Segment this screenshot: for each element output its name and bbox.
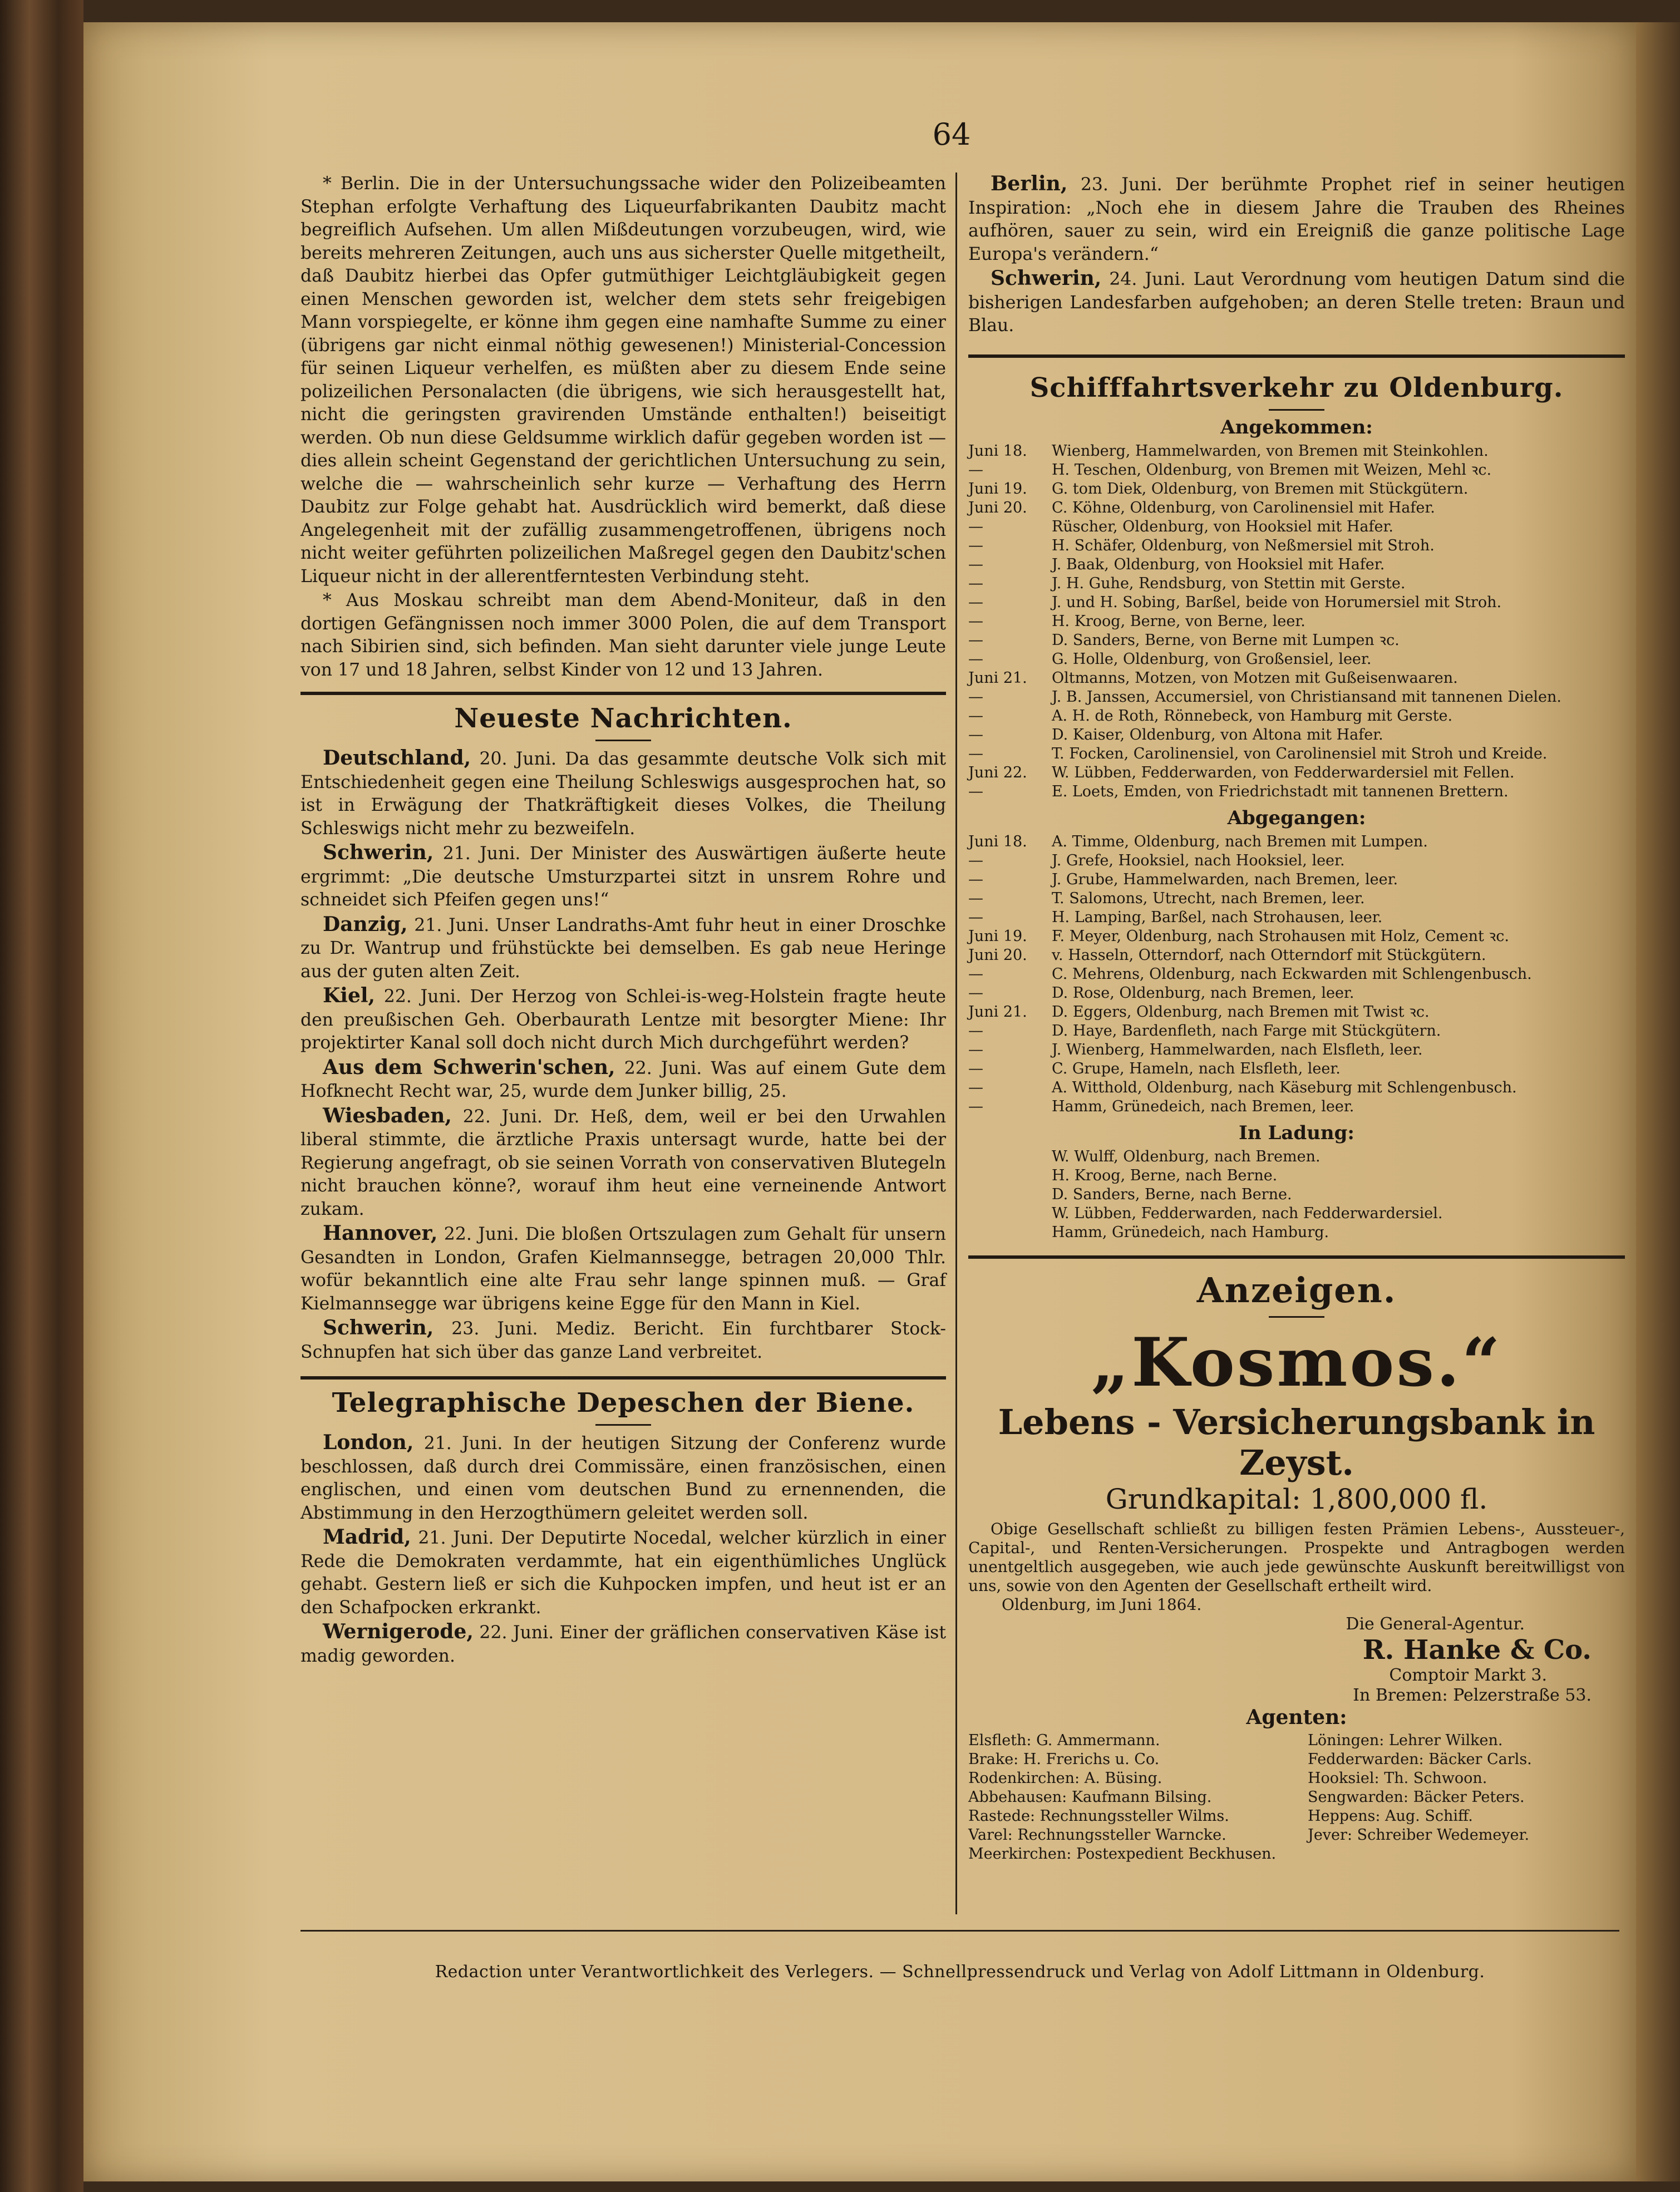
news-text: 24. Juni. Laut Verordnung vom heutigen Datum sind die bisherigen Landesfarben aufgehoben; an deren Stelle treten: Braun und Blau. bbox=[968, 269, 1625, 336]
ads-title: Anzeigen. bbox=[1196, 1269, 1397, 1311]
news-item bbox=[300, 913, 946, 984]
list-item: — J. Wienberg, Hammelwarden, nach Elsfleth, leer. bbox=[968, 1041, 1423, 1058]
news-title: Neueste Nachrichten. bbox=[454, 703, 792, 734]
agent-entry bbox=[1308, 1845, 1625, 1864]
news-item bbox=[300, 1105, 946, 1221]
page-number: 64 bbox=[932, 117, 971, 152]
news-text: 22. Juni. Dr. Heß, dem, weil er bei den Urwahlen liberal stimmte, die ärztliche Praxis untersagt wurde, hatte bei der Regierung angefragt, ob sie seinen Vorrath von conservativen Blutegeln nicht brauchen könne?, worauf ihm heut eine verneinende Antwort zukam. bbox=[300, 1106, 946, 1219]
list-item: Juni 21. D. Eggers, Oldenburg, nach Bremen mit Twist ꝛc. bbox=[968, 1003, 1430, 1021]
agent-entry: Löningen: Lehrer Wilken. bbox=[1308, 1731, 1503, 1749]
list-item: — J. Baak, Oldenburg, von Hooksiel mit Hafer. bbox=[968, 555, 1385, 573]
loading-list bbox=[968, 1147, 1625, 1242]
list-item: — D. Haye, Bardenfleth, nach Farge mit Stückgütern. bbox=[968, 1022, 1441, 1040]
list-item: — J. und H. Sobing, Barßel, beide von Horumersiel mit Stroh. bbox=[968, 593, 1502, 611]
telegraph-title: Telegraphische Depeschen der Biene. bbox=[332, 1387, 915, 1418]
news-item bbox=[300, 1056, 946, 1104]
agent-entry: Elsfleth: G. Ammermann. bbox=[968, 1731, 1160, 1749]
news-text: 23. Juni. Der berühmte Prophet rief in seiner heutigen Inspiration: „Noch ehe in diesem Jahre die Trauben des Rheines aufhören, sauer zu sein, wird ein Ereigniß die ganze politische Lage Europa's verändern.“ bbox=[968, 175, 1625, 264]
ad-firm: R. Hanke & Co. bbox=[1362, 1634, 1592, 1666]
title-rule bbox=[595, 1424, 651, 1426]
news-place: Schwerin, bbox=[323, 1316, 434, 1339]
list-item: Juni 18. A. Timme, Oldenburg, nach Bremen mit Lumpen. bbox=[968, 833, 1428, 850]
news-place: Danzig, bbox=[323, 912, 408, 936]
news-text: 20. Juni. Da das gesammte deutsche Volk sich mit Entschiedenheit gegen eine Theilung Schleswigs ausgesprochen hat, so ist in Erwägung der Thatkräftigkeit dieses Volkes, die Theilung Schleswigs nicht mehr zu bezweifeln. bbox=[300, 749, 947, 839]
section-rule bbox=[300, 692, 946, 695]
list-item: — C. Grupe, Hameln, nach Elsfleth, leer. bbox=[968, 1060, 1341, 1077]
title-rule bbox=[595, 740, 651, 741]
list-item: Juni 18. Wienberg, Hammelwarden, von Bremen mit Steinkohlen. bbox=[968, 442, 1489, 460]
news-text: 22. Juni. Die bloßen Ortszulagen zum Gehalt für unsern Gesandten in London, Grafen Kielmannsegge, betragen 20,000 Thlr. wofür bekanntlich eine alte Frau sehr lange spinnen muß. — Graf Kielmannsegge war übrigens keine Egge für den Mann in Kiel. bbox=[300, 1224, 947, 1314]
agent-entry: Brake: H. Frerichs u. Co. bbox=[968, 1750, 1160, 1768]
list-item: — D. Rose, Oldenburg, nach Bremen, leer. bbox=[968, 984, 1354, 1002]
news-text: 22. Juni. Was auf einem Gute dem Hofknecht Recht war, 25, wurde dem Junker billig, 25. bbox=[300, 1058, 947, 1101]
list-item: Juni 19. F. Meyer, Oldenburg, nach Strohausen mit Holz, Cement ꝛc. bbox=[968, 927, 1509, 945]
left-column bbox=[300, 173, 946, 1669]
agent-entry: Heppens: Aug. Schiff. bbox=[1308, 1807, 1473, 1825]
news-text: 21. Juni. Unser Landraths-Amt fuhr heut in einer Droschke zu Dr. Wantrup und frühstückte bei demselben. Es gab neue Heringe aus der guten alten Zeit. bbox=[300, 915, 946, 982]
title-rule bbox=[1269, 409, 1324, 411]
ad-place-date: Oldenburg, im Juni 1864. bbox=[1002, 1595, 1202, 1614]
ad-agents-title: Agenten: bbox=[1246, 1705, 1347, 1729]
news-text: 21. Juni. Der Minister des Auswärtigen äußerte heute ergrimmt: „Die deutsche Umsturzpartei sitzt in unsrem Rohre und schneidet sich Pfeifen gegen uns!“ bbox=[300, 844, 946, 910]
ad-subtitle: Lebens - Versicherungsbank in Zeyst. bbox=[998, 1401, 1595, 1483]
departed-title: Abgegangen: bbox=[1227, 806, 1366, 829]
section-rule bbox=[300, 1376, 946, 1380]
list-item: Hamm, Grünedeich, nach Hamburg. bbox=[1052, 1223, 1329, 1241]
ad-agency: Die General-Agentur. bbox=[1346, 1614, 1525, 1634]
agent-entry: Abbehausen: Kaufmann Bilsing. bbox=[968, 1788, 1212, 1806]
ad-agents-list bbox=[968, 1731, 1625, 1864]
list-item: W. Lübben, Fedderwarden, nach Fedderwardersiel. bbox=[1052, 1204, 1443, 1222]
list-item: — H. Schäfer, Oldenburg, von Neßmersiel mit Stroh. bbox=[968, 536, 1435, 554]
departed-list bbox=[968, 833, 1625, 1116]
news-place: Deutschland, bbox=[323, 746, 471, 770]
list-item: Juni 21. Oltmanns, Motzen, von Motzen mit Gußeisenwaaren. bbox=[968, 669, 1458, 687]
agent-entry: Sengwarden: Bäcker Peters. bbox=[1308, 1788, 1525, 1806]
news-place: Wiesbaden, bbox=[323, 1104, 452, 1127]
list-item: W. Wulff, Oldenburg, nach Bremen. bbox=[1052, 1147, 1321, 1165]
list-item: D. Sanders, Berne, nach Berne. bbox=[1052, 1185, 1292, 1203]
news-text: 22. Juni. Der Herzog von Schlei-is-weg-Holstein fragte heute den preußischen Geh. Oberbaurath Lentze mit besorgter Miene: Ihr projektirter Kanal soll doch nicht durch Mich durchgeführt werden? bbox=[300, 987, 946, 1053]
news-place: Hannover, bbox=[323, 1221, 438, 1245]
news-place: Kiel, bbox=[323, 984, 376, 1007]
ad-office: Comptoir Markt 3. bbox=[1389, 1665, 1547, 1685]
list-item: — G. Holle, Oldenburg, von Großensiel, leer. bbox=[968, 650, 1372, 668]
agent-entry: Hooksiel: Th. Schwoon. bbox=[1308, 1769, 1487, 1787]
news-item bbox=[968, 267, 1625, 338]
agent-entry: Rastede: Rechnungssteller Wilms. bbox=[968, 1807, 1229, 1825]
list-item: — E. Loets, Emden, von Friedrichstadt mit tannenen Brettern. bbox=[968, 782, 1509, 800]
list-item: — T. Salomons, Utrecht, nach Bremen, leer. bbox=[968, 889, 1365, 907]
list-item: — H. Teschen, Oldenburg, von Bremen mit Weizen, Mehl ꝛc. bbox=[968, 461, 1492, 479]
title-rule bbox=[1269, 1316, 1324, 1318]
loading-title: In Ladung: bbox=[1239, 1121, 1354, 1144]
agent-entry: Fedderwarden: Bäcker Carls. bbox=[1308, 1750, 1532, 1768]
list-item: — J. Grefe, Hooksiel, nach Hooksiel, leer. bbox=[968, 851, 1345, 869]
telegraph-item bbox=[300, 1431, 946, 1525]
list-item: — D. Kaiser, Oldenburg, von Altona mit Hafer. bbox=[968, 726, 1383, 743]
news-item bbox=[300, 747, 946, 840]
ad-bremen: In Bremen: Pelzerstraße 53. bbox=[1353, 1685, 1592, 1705]
telegraph-item bbox=[300, 1620, 946, 1668]
column-divider bbox=[955, 173, 957, 1914]
list-item: H. Kroog, Berne, nach Berne. bbox=[1052, 1166, 1278, 1184]
shipping-title: Schifffahrtsverkehr zu Oldenburg. bbox=[1029, 372, 1564, 403]
list-item: — Hamm, Grünedeich, nach Bremen, leer. bbox=[968, 1097, 1354, 1115]
imprint-footer: Redaction unter Verantwortlichkeit des Verlegers. — Schnellpressendruck und Verlag von Adolf Littmann in Oldenburg. bbox=[435, 1962, 1485, 1982]
arrived-title: Angekommen: bbox=[1220, 416, 1373, 439]
book-spine bbox=[0, 0, 83, 2192]
list-item: — H. Lamping, Barßel, nach Strohausen, leer. bbox=[968, 908, 1383, 926]
news-place: Berlin, bbox=[991, 172, 1068, 195]
telegraph-place: London, bbox=[323, 1431, 414, 1454]
newspaper-page bbox=[262, 106, 1642, 2026]
list-item: — D. Sanders, Berne, von Berne mit Lumpen ꝛc. bbox=[968, 631, 1400, 649]
list-item: — C. Mehrens, Oldenburg, nach Eckwarden mit Schlengenbusch. bbox=[968, 965, 1532, 983]
ad-capital: Grundkapital: 1,800,000 fl. bbox=[1105, 1482, 1488, 1515]
list-item: Juni 20. C. Köhne, Oldenburg, von Carolinensiel mit Hafer. bbox=[968, 499, 1435, 516]
agent-entry: Rodenkirchen: A. Büsing. bbox=[968, 1769, 1162, 1787]
telegraph-item bbox=[300, 1526, 946, 1619]
news-place: Schwerin, bbox=[323, 841, 434, 864]
agent-entry: Meerkirchen: Postexpedient Beckhusen. bbox=[968, 1845, 1277, 1863]
telegraph-place: Wernigerode, bbox=[323, 1620, 474, 1643]
telegraph-text: 21. Juni. In der heutigen Sitzung der Conferenz wurde beschlossen, daß durch drei Commissäre, einen französischen, einen englischen, und einen vom deutschen Bund zu ernennenden, die Abstimmung in den Herzogthümern geleitet werden soll. bbox=[300, 1434, 946, 1523]
list-item: — J. B. Janssen, Accumersiel, von Christiansand mit tannenen Dielen. bbox=[968, 688, 1562, 706]
ad-name: „Kosmos.“ bbox=[1091, 1323, 1502, 1402]
list-item: Juni 20. v. Hasseln, Otterndorf, nach Otterndorf mit Stückgütern. bbox=[968, 946, 1486, 964]
list-item: Juni 22. W. Lübben, Fedderwarden, von Fedderwardersiel mit Fellen. bbox=[968, 763, 1515, 781]
list-item: — T. Focken, Carolinensiel, von Carolinensiel mit Stroh und Kreide. bbox=[968, 745, 1548, 762]
advertisement-kosmos bbox=[968, 1323, 1625, 1864]
telegraph-text: 21. Juni. Der Deputirte Nocedal, welcher kürzlich in einer Rede die Demokraten verdammte, hat ein eigenthümliches Unglück gehabt. Gestern ließ er sich die Kuhpocken impfen, und heut ist er an den Schafpocken erkrankt. bbox=[300, 1528, 946, 1618]
agent-entry: Varel: Rechnungssteller Warncke. bbox=[968, 1826, 1226, 1844]
section-rule bbox=[968, 1255, 1625, 1259]
list-item: — A. H. de Roth, Rönnebeck, von Hamburg mit Gerste. bbox=[968, 707, 1453, 725]
section-rule bbox=[968, 354, 1625, 358]
arrived-list bbox=[968, 442, 1625, 801]
news-text: 23. Juni. Mediz. Bericht. Ein furchtbarer Stock-Schnupfen hat sich über das ganze Land verbreitet. bbox=[300, 1319, 946, 1362]
news-item bbox=[300, 841, 946, 912]
telegraph-text: 22. Juni. Einer der gräflichen conservativen Käse ist madig geworden. bbox=[300, 1623, 947, 1666]
page-edge bbox=[1636, 22, 1680, 2181]
list-item: — Rüscher, Oldenburg, von Hooksiel mit Hafer. bbox=[968, 518, 1394, 535]
news-item bbox=[300, 1222, 946, 1316]
list-item: — J. H. Guhe, Rendsburg, von Stettin mit Gerste. bbox=[968, 574, 1406, 592]
news-place: Schwerin, bbox=[991, 267, 1102, 290]
agent-entry: Jever: Schreiber Wedemeyer. bbox=[1308, 1826, 1530, 1844]
list-item: — J. Grube, Hammelwarden, nach Bremen, leer. bbox=[968, 870, 1398, 888]
article-moskau: * Aus Moskau schreibt man dem Abend-Moniteur, daß in den dortigen Gefängnissen noch immer 3000 Polen, die auf dem Transport nach Sibirien sind, sich befinden. Man sieht darunter viele junge Leute von 17 und 18 Jahren, selbst Kinder von 12 und 13 Jahren. bbox=[300, 590, 946, 680]
news-item bbox=[300, 1317, 946, 1364]
list-item: — A. Witthold, Oldenburg, nach Käseburg mit Schlengenbusch. bbox=[968, 1078, 1517, 1096]
right-column bbox=[968, 173, 1625, 1864]
news-place: Aus dem Schwerin'schen, bbox=[323, 1055, 615, 1079]
news-item bbox=[968, 173, 1625, 266]
telegraph-place: Madrid, bbox=[323, 1525, 411, 1549]
list-item: Juni 19. G. tom Diek, Oldenburg, von Bremen mit Stückgütern. bbox=[968, 480, 1469, 497]
list-item: — H. Kroog, Berne, von Berne, leer. bbox=[968, 612, 1305, 630]
footer-rule bbox=[300, 1930, 1619, 1932]
article-berlin-daubitz: * Berlin. Die in der Untersuchungssache wider den Polizeibeamten Stephan erfolgte Verhaftung des Liqueurfabrikanten Daubitz macht begreiflich Aufsehen. Um allen Mißdeutungen vorzubeugen, wird, wie bereits mehreren Zeitungen, auch uns aus sicherster Quelle mitgetheilt, daß Daubitz hierbei das Opfer gutmüthiger Leichtgläubigkeit gegen einen Menschen geworden ist, welcher dem stets sehr freigebigen Mann vorspiegelte, er könne ihm gegen eine namhafte Summe zu einer (übrigens gar nicht einmal nöthig gewesenen!) Ministerial-Concession für seinen Liqueur verhelfen, es müßten aber zu diesem Ende seine polizeilichen Personalacten (die übrigens, wie sich herausgestellt hat, nicht die geringsten gravirenden Umstände enthalten!) beiseitigt werden. Ob nun diese Geldsumme wirklich dafür gegeben worden ist — dies allein scheint Gegenstand der gerichtlichen Untersuchung zu sein, welche die — wahrscheinlich sehr kurze — Verhaftung des Herrn Daubitz zur Folge gehabt hat. Ausdrücklich wird bemerkt, daß diese Angelegenheit mit der zufällig zusammengetroffenen, übrigens noch nicht weiter geführten polizeilichen Maßregel gegen den Daubitz'schen Liqueur nicht in der allerentferntesten Verbindung steht. bbox=[300, 174, 946, 587]
ad-body: Obige Gesellschaft schließt zu billigen festen Prämien Lebens-, Aussteuer-, Capital-, und Renten-Versicherungen. Prospekte und Antragbogen werden unentgeltlich ausgegeben, wie auch jede gewünschte Auskunft bereitwilligst von uns, sowie von den Agenten der Gesellschaft ertheilt wird. bbox=[968, 1519, 1625, 1595]
news-item bbox=[300, 984, 946, 1055]
